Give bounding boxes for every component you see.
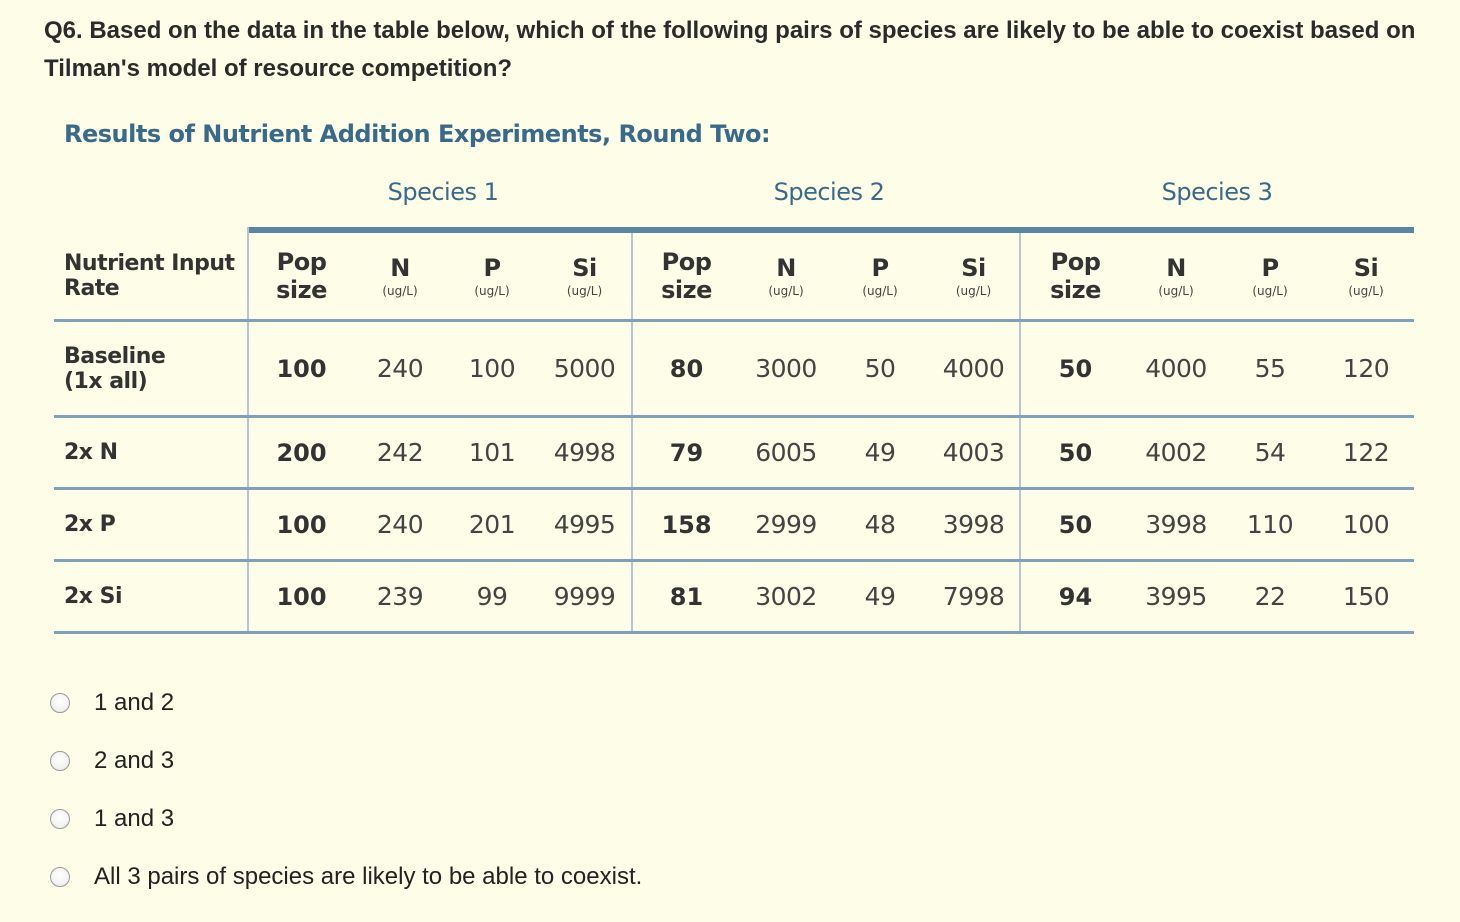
table-header-row <box>54 233 1414 321</box>
table-cell <box>538 321 632 417</box>
nutrient-value: 4002 <box>1145 438 1207 467</box>
table-cell <box>928 489 1020 561</box>
nutrient-value: 3002 <box>755 582 817 611</box>
nutrient-value: 49 <box>864 438 896 467</box>
nutrient-value: 110 <box>1246 510 1294 539</box>
nutrient-value: 99 <box>476 582 508 611</box>
s2-n-header: N (ug/L) <box>740 233 832 321</box>
table-cell <box>1222 417 1318 489</box>
nutrient-value: 101 <box>468 438 516 467</box>
option-label: 2 and 3 <box>94 747 175 774</box>
table-row <box>54 561 1414 633</box>
row-label <box>54 489 248 561</box>
table-cell <box>538 561 632 633</box>
nutrient-value: 6005 <box>755 438 817 467</box>
pop-size-value: 100 <box>276 510 327 539</box>
header-line-1: Nutrient Input <box>64 251 235 276</box>
table-cell <box>1318 489 1414 561</box>
table-cell <box>740 489 832 561</box>
s2-si-header: Si (ug/L) <box>928 233 1020 321</box>
row-label <box>54 561 248 633</box>
table-cell <box>538 417 632 489</box>
nutrient-value: 22 <box>1254 582 1286 611</box>
table-cell <box>248 561 354 633</box>
s3-n-header: N (ug/L) <box>1130 233 1222 321</box>
pop-size-value: 100 <box>276 354 327 383</box>
option-label: 1 and 3 <box>94 805 175 832</box>
pop-size-value: 158 <box>661 510 712 539</box>
species-1-header: Species 1 <box>387 178 499 206</box>
table-cell <box>1130 417 1222 489</box>
nutrient-value: 48 <box>864 510 896 539</box>
table-cell <box>354 417 446 489</box>
s3-pop-size-header: Pop size <box>1020 233 1130 321</box>
nutrient-value: 3995 <box>1145 582 1207 611</box>
table-cell <box>1318 417 1414 489</box>
s2-p-header: P (ug/L) <box>832 233 928 321</box>
nutrient-value: 4998 <box>553 438 616 467</box>
nutrient-value: 49 <box>864 582 896 611</box>
table-cell <box>632 321 740 417</box>
table-cell <box>928 417 1020 489</box>
pop-size-value: 50 <box>1058 438 1093 467</box>
radio-button[interactable] <box>50 809 70 829</box>
table-cell <box>832 321 928 417</box>
nutrient-value: 100 <box>1342 510 1390 539</box>
nutrient-value: 55 <box>1254 354 1286 383</box>
pop-size-value: 94 <box>1058 582 1093 611</box>
row-label-line: Baseline <box>64 343 166 369</box>
table-cell <box>1130 321 1222 417</box>
nutrient-value: 201 <box>468 510 516 539</box>
nutrient-value: 50 <box>864 354 896 383</box>
table-cell <box>740 561 832 633</box>
table-cell <box>248 489 354 561</box>
nutrient-value: 240 <box>376 510 424 539</box>
radio-button[interactable] <box>50 867 70 887</box>
nutrient-value: 4003 <box>942 438 1005 467</box>
question-text: Q6. Based on the data in the table below, which of the following pairs of species are likely to be able to coexist based on Tilman's model of resource competition? <box>44 17 1416 82</box>
option-label: 1 and 2 <box>94 689 175 716</box>
nutrient-value: 240 <box>376 354 424 383</box>
nutrient-value: 4000 <box>942 354 1005 383</box>
table-cell <box>1222 321 1318 417</box>
table-cell <box>832 561 928 633</box>
table-cell <box>1222 561 1318 633</box>
row-label-line: 2x P <box>64 512 116 537</box>
nutrient-value: 7998 <box>942 582 1005 611</box>
table-cell <box>928 561 1020 633</box>
row-label <box>54 417 248 489</box>
s1-n-header: N (ug/L) <box>354 233 446 321</box>
table-cell <box>248 417 354 489</box>
table-cell <box>928 321 1020 417</box>
radio-button[interactable] <box>50 693 70 713</box>
row-label-line: 2x N <box>64 440 118 465</box>
option-label: All 3 pairs of species are likely to be able to coexist. <box>94 863 643 890</box>
table-cell <box>354 561 446 633</box>
nutrient-value: 239 <box>376 582 424 611</box>
row-label-line: 2x Si <box>64 584 123 609</box>
table-cell <box>446 561 538 633</box>
s2-pop-size-header: Pop size <box>632 233 740 321</box>
nutrient-value: 150 <box>1342 582 1390 611</box>
nutrient-value: 3998 <box>942 510 1005 539</box>
table-cell <box>1130 489 1222 561</box>
table-cell <box>1020 417 1130 489</box>
table-row <box>54 489 1414 561</box>
table-title: Results of Nutrient Addition Experiments, Round Two: <box>64 120 771 148</box>
table-cell <box>740 417 832 489</box>
option-2-and-3[interactable] <box>50 741 174 781</box>
table-cell <box>538 489 632 561</box>
s1-si-header: Si (ug/L) <box>538 233 632 321</box>
nutrient-value: 4000 <box>1145 354 1207 383</box>
table-cell <box>446 321 538 417</box>
table-row <box>54 417 1414 489</box>
nutrient-value: 3998 <box>1145 510 1207 539</box>
nutrient-value: 120 <box>1342 354 1390 383</box>
nutrient-value: 2999 <box>755 510 817 539</box>
option-1-and-3[interactable] <box>50 799 174 839</box>
nutrient-value: 5000 <box>553 354 616 383</box>
nutrient-value: 100 <box>468 354 516 383</box>
pop-size-value: 100 <box>276 582 327 611</box>
nutrient-input-rate-header <box>54 233 248 321</box>
species-3-header: Species 3 <box>1161 178 1273 206</box>
table-cell <box>1222 489 1318 561</box>
table-cell <box>354 321 446 417</box>
nutrient-value: 122 <box>1342 438 1390 467</box>
table-cell <box>354 489 446 561</box>
s1-p-header: P (ug/L) <box>446 233 538 321</box>
table-cell <box>740 321 832 417</box>
table-cell <box>1020 321 1130 417</box>
table-cell <box>1318 321 1414 417</box>
option-all-3-pairs[interactable] <box>50 857 642 897</box>
s3-p-header: P (ug/L) <box>1222 233 1318 321</box>
table-cell <box>1020 489 1130 561</box>
species-2-header: Species 2 <box>773 178 885 206</box>
table-row <box>54 321 1414 417</box>
pop-size-value: 79 <box>669 438 704 467</box>
data-table <box>54 227 1414 634</box>
table-cell <box>632 561 740 633</box>
pop-size-value: 50 <box>1058 510 1093 539</box>
nutrient-value: 4995 <box>553 510 616 539</box>
table-cell <box>446 489 538 561</box>
table-cell <box>1130 561 1222 633</box>
row-label <box>54 321 248 417</box>
pop-size-value: 81 <box>669 582 704 611</box>
pop-size-value: 50 <box>1058 354 1093 383</box>
row-label-line: (1x all) <box>64 368 148 394</box>
table-cell <box>632 417 740 489</box>
nutrient-value: 242 <box>376 438 424 467</box>
table-cell <box>832 489 928 561</box>
table-cell <box>446 417 538 489</box>
nutrient-value: 54 <box>1254 438 1286 467</box>
radio-button[interactable] <box>50 751 70 771</box>
pop-size-value: 200 <box>276 438 327 467</box>
table-cell <box>632 489 740 561</box>
pop-size-value: 80 <box>669 354 704 383</box>
nutrient-value: 3000 <box>755 354 817 383</box>
header-line-2: Rate <box>64 276 120 301</box>
table-cell <box>1318 561 1414 633</box>
s1-pop-size-header: Pop size <box>248 233 354 321</box>
s3-si-header: Si (ug/L) <box>1318 233 1414 321</box>
table-cell <box>832 417 928 489</box>
nutrient-value: 9999 <box>553 582 616 611</box>
table-cell <box>1020 561 1130 633</box>
option-1-and-2[interactable] <box>50 683 174 723</box>
table-cell <box>248 321 354 417</box>
